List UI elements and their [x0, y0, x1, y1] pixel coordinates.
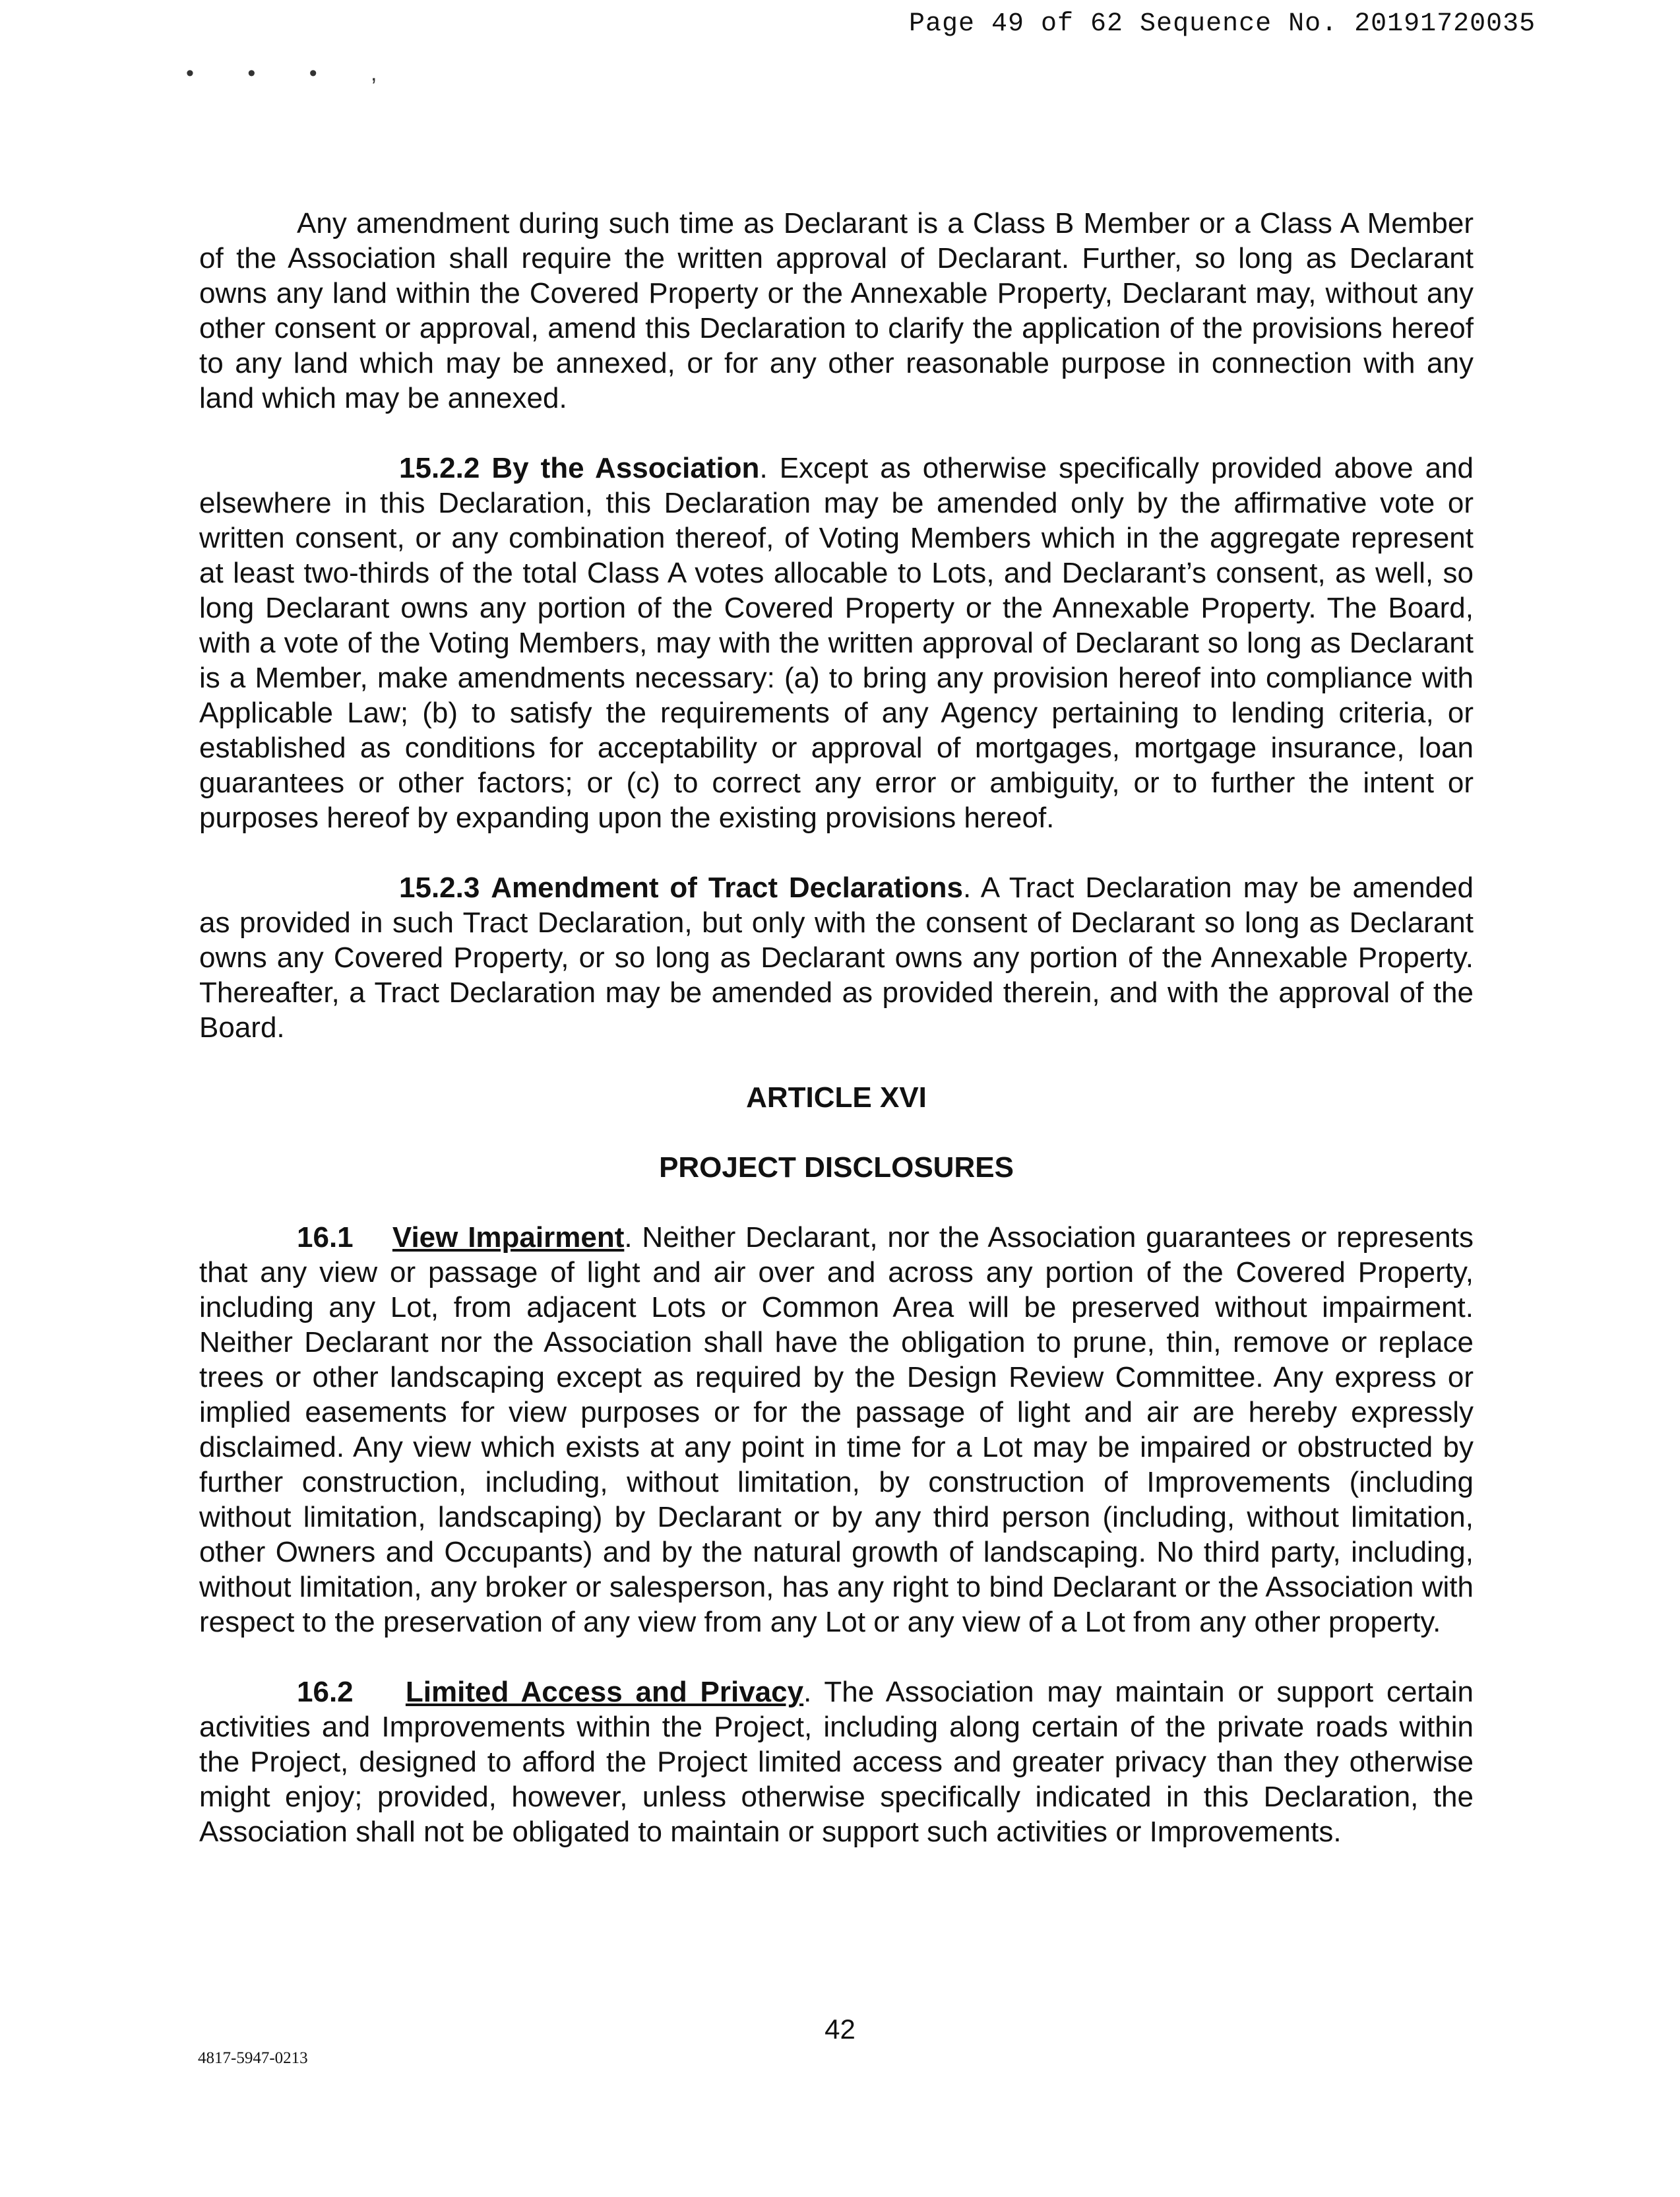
document-id: 4817-5947-0213	[198, 2049, 308, 2067]
section-number: 15.2.3	[399, 872, 480, 904]
section-title: By the Association	[491, 452, 760, 484]
page-sequence-stamp: Page 49 of 62 Sequence No. 20191720035	[909, 9, 1536, 39]
section-title: View Impairment	[392, 1221, 625, 1254]
section-title: Limited Access and Privacy	[405, 1676, 804, 1708]
section-body: The Association may maintain or support certain activities and Improvements within the Project, including along certain of the private roads within the Project, designed to afford the Project limited access and greater privacy than they otherwise might enjoy; provided, however, unless otherwise specifically indicated in this Declaration, the Association shall not be obligated to maintain or support such activities or Improvements.	[199, 1676, 1474, 1848]
paragraph-16-2: 16.2 Limited Access and Privacy. The Association may maintain or support certain activities and Improvements within the Project, including along certain of the private roads within the Project, designed to afford the Project limited access and greater privacy than they otherwise might enjoy; provided, however, unless otherwise specifically indicated in this Declaration, the Association shall not be obligated to maintain or support such activities or Improvements.	[199, 1676, 1474, 1848]
paragraph-15-2-1: Any amendment during such time as Declarant is a Class B Member or a Class A Member of the Association shall require the written approval of Declarant. Further, so long as Declarant owns any land within the Covered Property or the Annexable Property, Declarant may, without any other consent or approval, amend this Declaration to clarify the application of the provisions hereof to any land which may be annexed, or for any other reasonable purpose in connection with any land which may be annexed.	[199, 207, 1474, 414]
paragraph-15-2-2: 15.2.2 By the Association. Except as otherwise specifically provided above and elsewhere in this Declaration, this Declaration may be amended only by the affirmative vote or written consent, or any combination thereof, of Voting Members which in the aggregate represent at least two-thirds of the total Class A votes allocable to Lots, and Declarant’s consent, as well, so long Declarant owns any portion of the Covered Property or the Annexable Property. The Board, with a vote of the Voting Members, may with the written approval of Declarant so long as Declarant is a Member, make amendments necessary: (a) to bring any provision hereof into compliance with Applicable Law; (b) to satisfy the requirements of any Agency pertaining to lending criteria, or established as conditions for acceptability or approval of mortgages, mortgage insurance, loan guarantees or other factors; or (c) to correct any error or ambiguity, or to further the intent or purposes hereof by expanding upon the existing provisions hereof.	[199, 452, 1474, 834]
article-number: ARTICLE XVI	[746, 1081, 927, 1114]
section-number: 16.1	[297, 1221, 354, 1254]
section-number: 15.2.2	[399, 452, 480, 484]
document-body	[199, 206, 1474, 1884]
scan-marks: • • • ,	[186, 61, 401, 86]
section-number: 16.2	[297, 1676, 354, 1708]
section-body: Neither Declarant, nor the Association guarantees or represents that any view or passage of light and air over and across any portion of the Covered Property, including any Lot, from adjacent Lots or Common Area will be preserved without impairment. Neither Declarant nor the Association shall have the obligation to prune, thin, remove or replace trees or other landscaping except as required by the Design Review Committee. Any express or implied easements for view purposes or for the passage of light and air are hereby expressly disclaimed. Any view which exists at any point in time for a Lot may be impaired or obstructed by further construction, including, without limitation, by construction of Improvements (including without limitation, landscaping) by Declarant or by any third person (including, without limitation, other Owners and Occupants) and by the natural growth of landscaping. No third party, including, without limitation, any broker or salesperson, has any right to bind Declarant or the Association with respect to the preservation of any view from any Lot or any view of a Lot from any other property.	[199, 1221, 1474, 1638]
section-title: Amendment of Tract Declarations	[491, 872, 963, 904]
article-title: PROJECT DISCLOSURES	[659, 1151, 1014, 1184]
section-body: A Tract Declaration may be amended as provided in such Tract Declaration, but only with the consent of Declarant so long as Declarant owns any Covered Property, or so long as Declarant owns any portion of the Annexable Property. Thereafter, a Tract Declaration may be amended as provided therein, and with the approval of the Board.	[199, 872, 1474, 1044]
paragraph-15-2-3: 15.2.3 Amendment of Tract Declarations. A Tract Declaration may be amended as provided in such Tract Declaration, but only with the consent of Declarant so long as Declarant owns any Covered Property, or so long as Declarant owns any portion of the Annexable Property. Thereafter, a Tract Declaration may be amended as provided therein, and with the approval of the Board.	[199, 872, 1474, 1044]
paragraph-16-1: 16.1 View Impairment. Neither Declarant, nor the Association guarantees or represents that any view or passage of light and air over and across any portion of the Covered Property, including any Lot, from adjacent Lots or Common Area will be preserved without impairment. Neither Declarant nor the Association shall have the obligation to prune, thin, remove or replace trees or other landscaping except as required by the Design Review Committee. Any express or implied easements for view purposes or for the passage of light and air are hereby expressly disclaimed. Any view which exists at any point in time for a Lot may be impaired or obstructed by further construction, including, without limitation, by construction of Improvements (including without limitation, landscaping) by Declarant or by any third person (including, without limitation, other Owners and Occupants) and by the natural growth of landscaping. No third party, including, without limitation, any broker or salesperson, has any right to bind Declarant or the Association with respect to the preservation of any view from any Lot or any view of a Lot from any other property.	[199, 1221, 1474, 1638]
section-body: Except as otherwise specifically provided above and elsewhere in this Declaration, this Declaration may be amended only by the affirmative vote or written consent, or any combination thereof, of Voting Members which in the aggregate represent at least two-thirds of the total Class A votes allocable to Lots, and Declarant’s consent, as well, so long Declarant owns any portion of the Covered Property or the Annexable Property. The Board, with a vote of the Voting Members, may with the written approval of Declarant so long as Declarant is a Member, make amendments necessary: (a) to bring any provision hereof into compliance with Applicable Law; (b) to satisfy the requirements of any Agency pertaining to lending criteria, or established as conditions for acceptability or approval of mortgages, mortgage insurance, loan guarantees or other factors; or (c) to correct any error or ambiguity, or to further the intent or purposes hereof by expanding upon the existing provisions hereof.	[199, 452, 1474, 834]
page-number: 42	[824, 2014, 856, 2045]
